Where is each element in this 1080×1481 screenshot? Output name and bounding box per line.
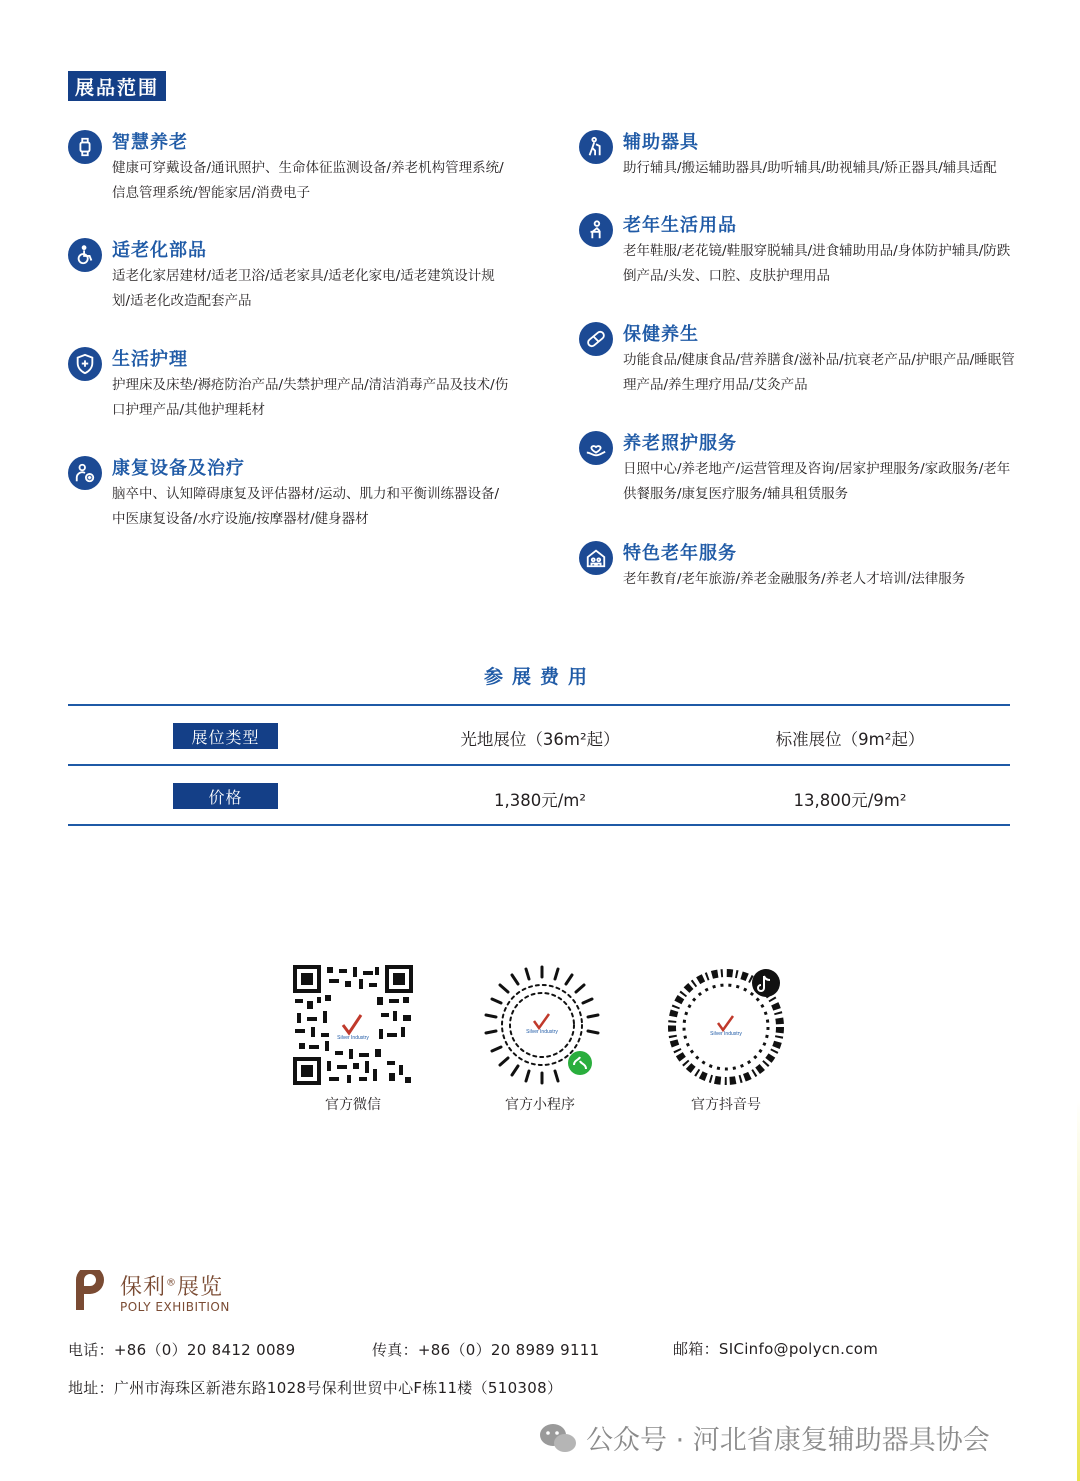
poly-exhibition-logo xyxy=(70,1270,230,1316)
category-desc: 功能食品/健康食品/营养膳食/滋补品/抗衰老产品/护眼产品/睡眠管理产品/养生理疗用品/艾灸产品 xyxy=(623,352,1015,393)
care-hands-icon xyxy=(579,431,613,465)
logo-chinese: 保利®展览 xyxy=(120,1275,224,1300)
row-label-booth-type: 展位类型 xyxy=(173,723,278,749)
capsule-icon xyxy=(579,322,613,356)
wechat-icon xyxy=(538,1421,578,1455)
price-standard-booth: 13,800元/9m² xyxy=(793,791,907,810)
qr-label-mini-program: 官方小程序 xyxy=(505,1097,575,1113)
category-title: 生活护理 xyxy=(112,349,188,370)
qr-logo-text: Silver Industry xyxy=(526,1029,558,1035)
header-raw-space: 光地展位（36m²起） xyxy=(460,730,620,749)
wechat-qr-code xyxy=(293,965,413,1085)
house-people-icon xyxy=(579,541,613,575)
row-label-price: 价格 xyxy=(173,783,278,809)
category-desc: 日照中心/养老地产/运营管理及咨询/居家护理服务/家政服务/老年供餐服务/康复医疗服务/辅具租赁服务 xyxy=(623,461,1011,502)
wechat-watermark xyxy=(538,1418,990,1457)
table-middle-rule xyxy=(68,764,1010,766)
category-title: 老年生活用品 xyxy=(623,215,737,236)
category-title: 适老化部品 xyxy=(112,240,207,261)
poly-logo-mark-icon xyxy=(70,1270,112,1312)
category-desc: 护理床及床垫/褥疮防治产品/失禁护理产品/清洁消毒产品及技术/伤口护理产品/其他护理耗材 xyxy=(112,377,509,418)
category-desc: 脑卒中、认知障碍康复及评估器材/运动、肌力和平衡训练器设备/中医康复设备/水疗设施/按摩器材/健身器材 xyxy=(112,486,500,527)
logo-english: POLY EXHIBITION xyxy=(120,1300,230,1314)
contact-email: 邮箱：SICinfo@polycn.com xyxy=(673,1340,879,1358)
qr-label-wechat: 官方微信 xyxy=(325,1097,381,1113)
contact-fax: 传真：+86（0）20 8989 9111 xyxy=(372,1341,600,1359)
mini-program-code xyxy=(480,963,604,1087)
fees-title: 参展费用 xyxy=(483,666,596,688)
header-standard-booth: 标准展位（9m²起） xyxy=(775,730,925,749)
table-top-rule xyxy=(68,704,1010,706)
category-title: 保健养生 xyxy=(623,324,699,345)
qr-logo-text: Silver Industry xyxy=(710,1031,742,1037)
qr-label-douyin: 官方抖音号 xyxy=(691,1097,761,1113)
elderly-walker-icon xyxy=(579,130,613,164)
douyin-code xyxy=(668,963,788,1085)
category-title: 辅助器具 xyxy=(623,132,699,153)
section-title-tag: 展品范围 xyxy=(68,71,166,101)
category-desc: 助行辅具/搬运辅助器具/助听辅具/助视辅具/矫正器具/辅具适配 xyxy=(623,160,997,176)
category-desc: 老年鞋服/老花镜/鞋服穿脱辅具/进食辅助用品/身体防护辅具/防跌倒产品/头发、口腔、皮肤护理用品 xyxy=(623,243,1011,284)
category-desc: 适老化家居建材/适老卫浴/适老家具/适老化家电/适老建筑设计规划/适老化改造配套产品 xyxy=(112,268,495,309)
category-desc: 健康可穿戴设备/通讯照护、生命体征监测设备/养老机构管理系统/信息管理系统/智能家居/消费电子 xyxy=(112,160,504,201)
price-raw-space: 1,380元/m² xyxy=(494,791,586,810)
category-title: 养老照护服务 xyxy=(623,433,737,454)
category-title: 智慧养老 xyxy=(112,132,188,153)
table-bottom-rule xyxy=(68,824,1010,826)
category-title: 特色老年服务 xyxy=(623,543,737,564)
category-title: 康复设备及治疗 xyxy=(112,458,245,479)
shield-cross-icon xyxy=(68,347,102,381)
contact-phone: 电话：+86（0）20 8412 0089 xyxy=(68,1341,296,1359)
contact-address: 地址：广州市海珠区新港东路1028号保利世贸中心F栋11楼（510308） xyxy=(68,1379,563,1397)
person-plus-icon xyxy=(68,456,102,490)
qr-logo-text: Silver Industry xyxy=(337,1035,369,1041)
smartwatch-icon xyxy=(68,130,102,164)
wheelchair-icon xyxy=(68,238,102,272)
category-desc: 老年教育/老年旅游/养老金融服务/养老人才培训/法律服务 xyxy=(623,571,966,587)
watermark-text: 公众号 · 河北省康复辅助器具协会 xyxy=(586,1425,990,1456)
person-chair-icon xyxy=(579,213,613,247)
